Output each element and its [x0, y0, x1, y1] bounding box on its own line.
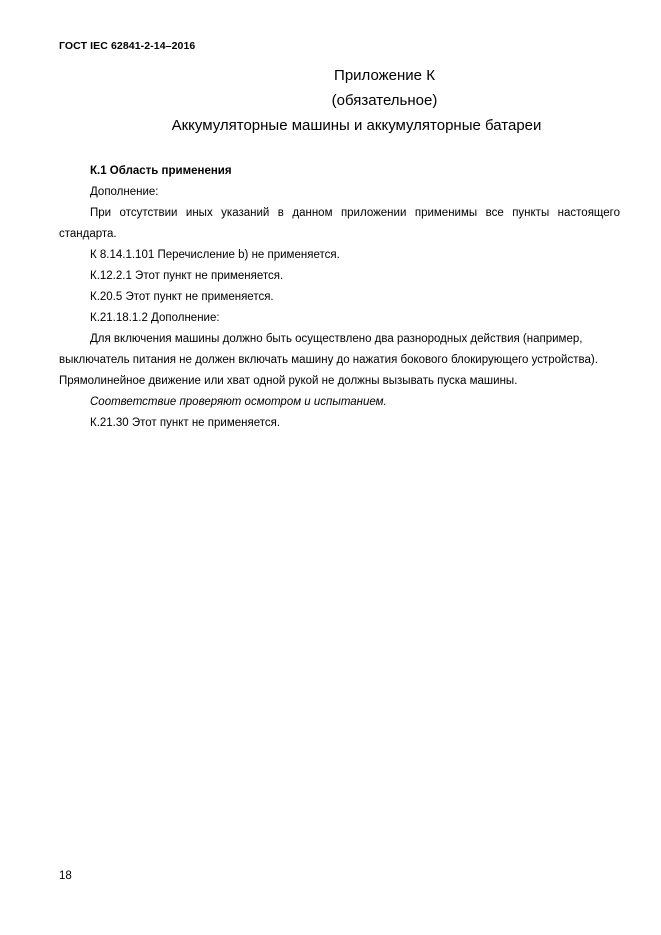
document-body — [59, 161, 620, 434]
body-paragraph: К.21.18.1.2 Дополнение: — [90, 312, 220, 324]
appendix-heading-block — [0, 63, 661, 138]
body-paragraph: Дополнение: — [90, 186, 159, 198]
body-paragraph: К.20.5 Этот пункт не применяется. — [90, 291, 274, 303]
page-number: 18 — [59, 870, 72, 882]
body-paragraph: Для включения машины должно быть осуществлено два разнородных действия (например, выключатель питания не должен включать машину до нажатия бокового блокирующего устройства). Прямолинейное движение или хват одной рукой не должны вызывать пуска машины. — [59, 333, 598, 387]
appendix-name: Аккумуляторные машины и аккумуляторные батареи — [171, 117, 542, 134]
body-paragraph: К.12.2.1 Этот пункт не применяется. — [90, 270, 284, 282]
body-paragraph: К 8.14.1.101 Перечисление b) не применяется. — [90, 249, 340, 261]
compliance-note: Соответствие проверяют осмотром и испытанием. — [90, 396, 387, 408]
appendix-status: (обязательное) — [331, 92, 438, 109]
body-paragraph: К.21.30 Этот пункт не применяется. — [90, 417, 281, 429]
appendix-title: Приложение К — [334, 67, 435, 84]
section-heading: К.1 Область применения — [90, 165, 232, 177]
document-code-header: ГОСТ IEC 62841-2-14–2016 — [59, 40, 196, 52]
body-paragraph: При отсутствии иных указаний в данном приложении применимы все пункты настоящего стандарта. — [59, 207, 620, 240]
